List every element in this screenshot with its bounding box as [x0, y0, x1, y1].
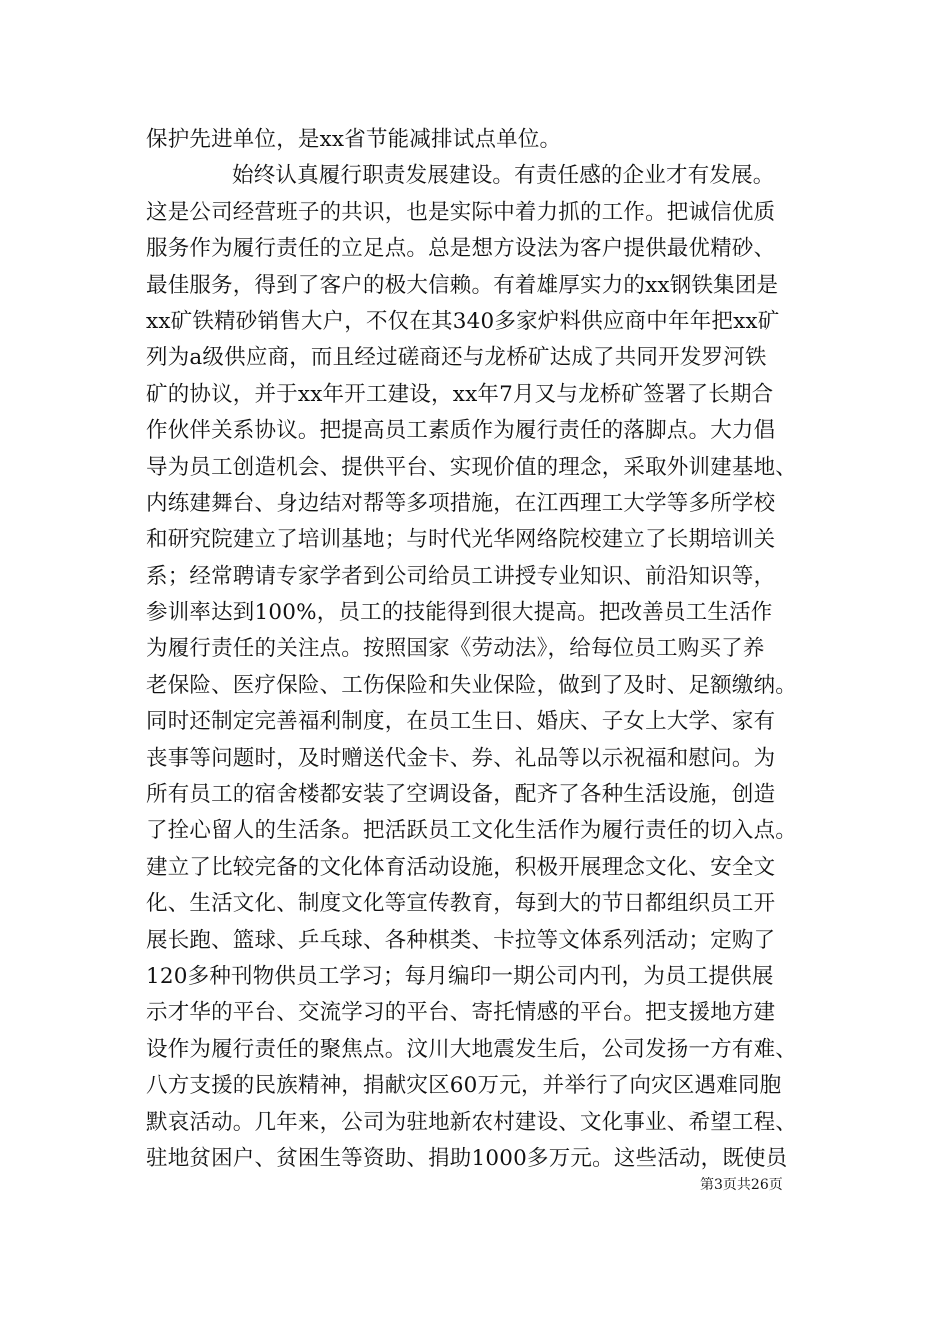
text-line: 所有员工的宿舍楼都安装了空调设备，配齐了各种生活设施，创造 — [146, 782, 776, 808]
text-line: 列为a级供应商，而且经过磋商还与龙桥矿达成了共同开发罗河铁 — [146, 345, 767, 371]
text-line: xx矿铁精砂销售大户，不仅在其340多家炉料供应商中年年把xx矿 — [146, 308, 780, 334]
text-line: 为履行责任的关注点。按照国家《劳动法》，给每位员工购买了养 — [146, 636, 765, 662]
text-line: 120多种刊物供员工学习；每月编印一期公司内刊，为员工提供展 — [146, 963, 774, 989]
text-line: 和研究院建立了培训基地；与时代光华网络院校建立了长期培训关 — [146, 527, 776, 553]
body-text — [146, 122, 826, 1177]
text-line: 老保险、医疗保险、工伤保险和失业保险，做到了及时、足额缴纳。 — [146, 672, 798, 698]
text-line: 默哀活动。几年来，公司为驻地新农村建设、文化事业、希望工程、 — [146, 1109, 798, 1135]
text-line: 同时还制定完善福利制度，在员工生日、婚庆、子女上大学、家有 — [146, 709, 776, 735]
text-line: 这是公司经营班子的共识，也是实际中着力抓的工作。把诚信优质 — [146, 199, 776, 225]
text-line: 了拴心留人的生活条。把活跃员工文化生活作为履行责任的切入点。 — [146, 818, 798, 844]
text-line: 示才华的平台、交流学习的平台、寄托情感的平台。把支援地方建 — [146, 1000, 776, 1026]
text-line: 最佳服务，得到了客户的极大信赖。有着雄厚实力的xx钢铁集团是 — [146, 272, 779, 298]
page-number-footer: 第3页共26页 — [700, 1177, 783, 1193]
text-line: 作伙伴关系协议。把提高员工素质作为履行责任的落脚点。大力倡 — [146, 418, 776, 444]
text-line: 参训率达到100%，员工的技能得到很大提高。把改善员工生活作 — [146, 600, 773, 626]
text-line: 导为员工创造机会、提供平台、实现价值的理念，采取外训建基地、 — [146, 454, 798, 480]
text-line: 化、生活文化、制度文化等宣传教育，每到大的节日都组织员工开 — [146, 891, 776, 917]
paragraph-first-line: 始终认真履行职责发展建设。有责任感的企业才有发展。 — [232, 163, 775, 189]
text-line: 系；经常聘请专家学者到公司给员工讲授专业知识、前沿知识等， — [146, 563, 776, 589]
text-line: 丧事等问题时，及时赠送代金卡、券、礼品等以示祝福和慰问。为 — [146, 745, 776, 771]
text-line: 建立了比较完备的文化体育活动设施，积极开展理念文化、安全文 — [146, 854, 776, 880]
text-line: 保护先进单位，是xx省节能减排试点单位。 — [146, 127, 562, 152]
text-line: 八方支援的民族精神，捐献灾区60万元，并举行了向灾区遇难同胞 — [146, 1073, 782, 1099]
text-line: 驻地贫困户、贫困生等资助、捐助1000多万元。这些活动，既使员 — [146, 1145, 788, 1171]
text-line: 服务作为履行责任的立足点。总是想方设法为客户提供最优精砂、 — [146, 236, 776, 262]
text-line: 展长跑、篮球、乒乓球、各种棋类、卡拉等文体系列活动；定购了 — [146, 927, 776, 953]
text-line: 内练建舞台、身边结对帮等多项措施，在江西理工大学等多所学校 — [146, 490, 776, 516]
text-line: 矿的协议，并于xx年开工建设，xx年7月又与龙桥矿签署了长期合 — [146, 381, 774, 407]
text-line: 设作为履行责任的聚焦点。汶川大地震发生后，公司发扬一方有难、 — [146, 1036, 798, 1062]
